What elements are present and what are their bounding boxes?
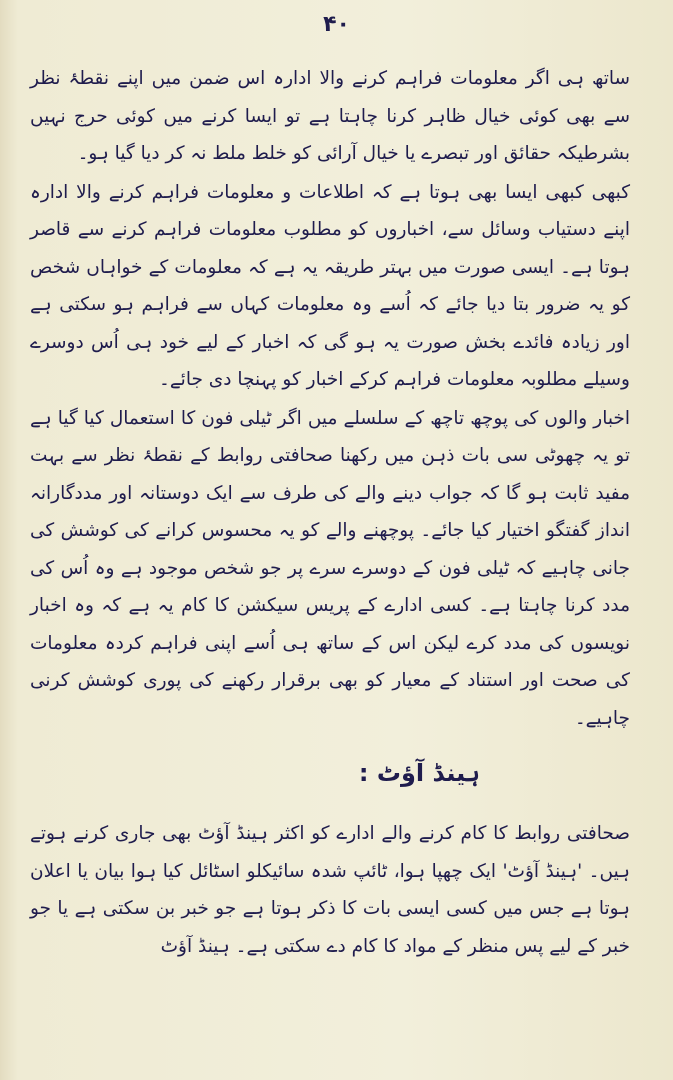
paragraph-alternate-sources: کبھی کبھی ایسا بھی ہوتا ہے کہ اطلاعات و معلومات فراہم کرنے والا ادارہ اپنے دستیاب وسائل سے، اخباروں کو مطلوب معلومات فراہم کرنے سے قاصر ہوتا ہے۔ ایسی صورت میں بہتر طریقہ یہ ہے کہ معلومات کے خواہاں شخص کو یہ ضرور بتا دیا جائے کہ اُسے وہ معلومات کہاں سے فراہم ہو سکتی ہے اور زیادہ فائدے بخش صورت یہ ہو گی کہ اخبار کے لیے خود ہی اُس دوسرے وسیلے مطلوبہ معلومات فراہم کرکے اخبار کو پہنچا دی جائے۔: [30, 181, 630, 390]
paragraph-handout-definition: صحافتی روابط کا کام کرنے والے ادارے کو اکثر ہینڈ آؤٹ بھی جاری کرنے ہوتے ہیں۔ 'ہینڈ آؤٹ' ایک چھپا ہوا، ٹائپ شدہ سائیکلو اسٹائل کیا ہوا بیان یا اعلان ہوتا ہے جس میں کسی ایسی بات کا ذکر ہوتا ہے جو خبر بن سکتی ہے یا جو خبر کے لیے پس منظر کے مواد کا کام دے سکتی ہے۔ ہینڈ آؤٹ: [30, 823, 630, 957]
paragraph-telephone-enquiries: اخبار والوں کی پوچھ تاچھ کے سلسلے میں اگر ٹیلی فون کا استعمال کیا گیا ہے تو یہ چھوٹی سی بات ذہن میں رکھنا صحافتی روابط کے نقطۂ نظر سے بہت مفید ثابت ہو گا کہ جواب دینے والے کی طرف سے ایک دوستانہ اور مددگارانہ انداز گفتگو اختیار کیا جائے۔ پوچھنے والے کو یہ محسوس کرانے کی کوشش کی جانی چاہیے کہ ٹیلی فون کے دوسرے سرے پر جو شخص موجود ہے وہ اُس کی مدد کرنا چاہتا ہے۔ کسی ادارے کے پریس سیکشن کا کام یہ ہے کہ وہ اخبار نویسوں کی مدد کرے لیکن اس کے ساتھ ہی اُسے اپنی فراہم کردہ معلومات کی صحت اور استناد کے معیار کو بھی برقرار رکھنے کی پوری کوشش کرنی چاہیے۔: [30, 407, 630, 729]
section-heading-handout: ہینڈ آؤٹ :: [358, 759, 480, 787]
page-number: ۴۰: [323, 12, 350, 37]
body-text: [30, 60, 630, 965]
paragraph-facts-and-opinion: ساتھ ہی اگر معلومات فراہم کرنے والا ادارہ اس ضمن میں اپنے نقطۂ نظر سے بھی کوئی خیال ظاہر کرنا چاہتا ہے تو ایسا کرنے میں کوئی حرج نہیں بشرطیکہ حقائق اور تبصرے یا خیال آرائی کو خلط ملط نہ کر دیا گیا ہو۔: [30, 68, 630, 164]
